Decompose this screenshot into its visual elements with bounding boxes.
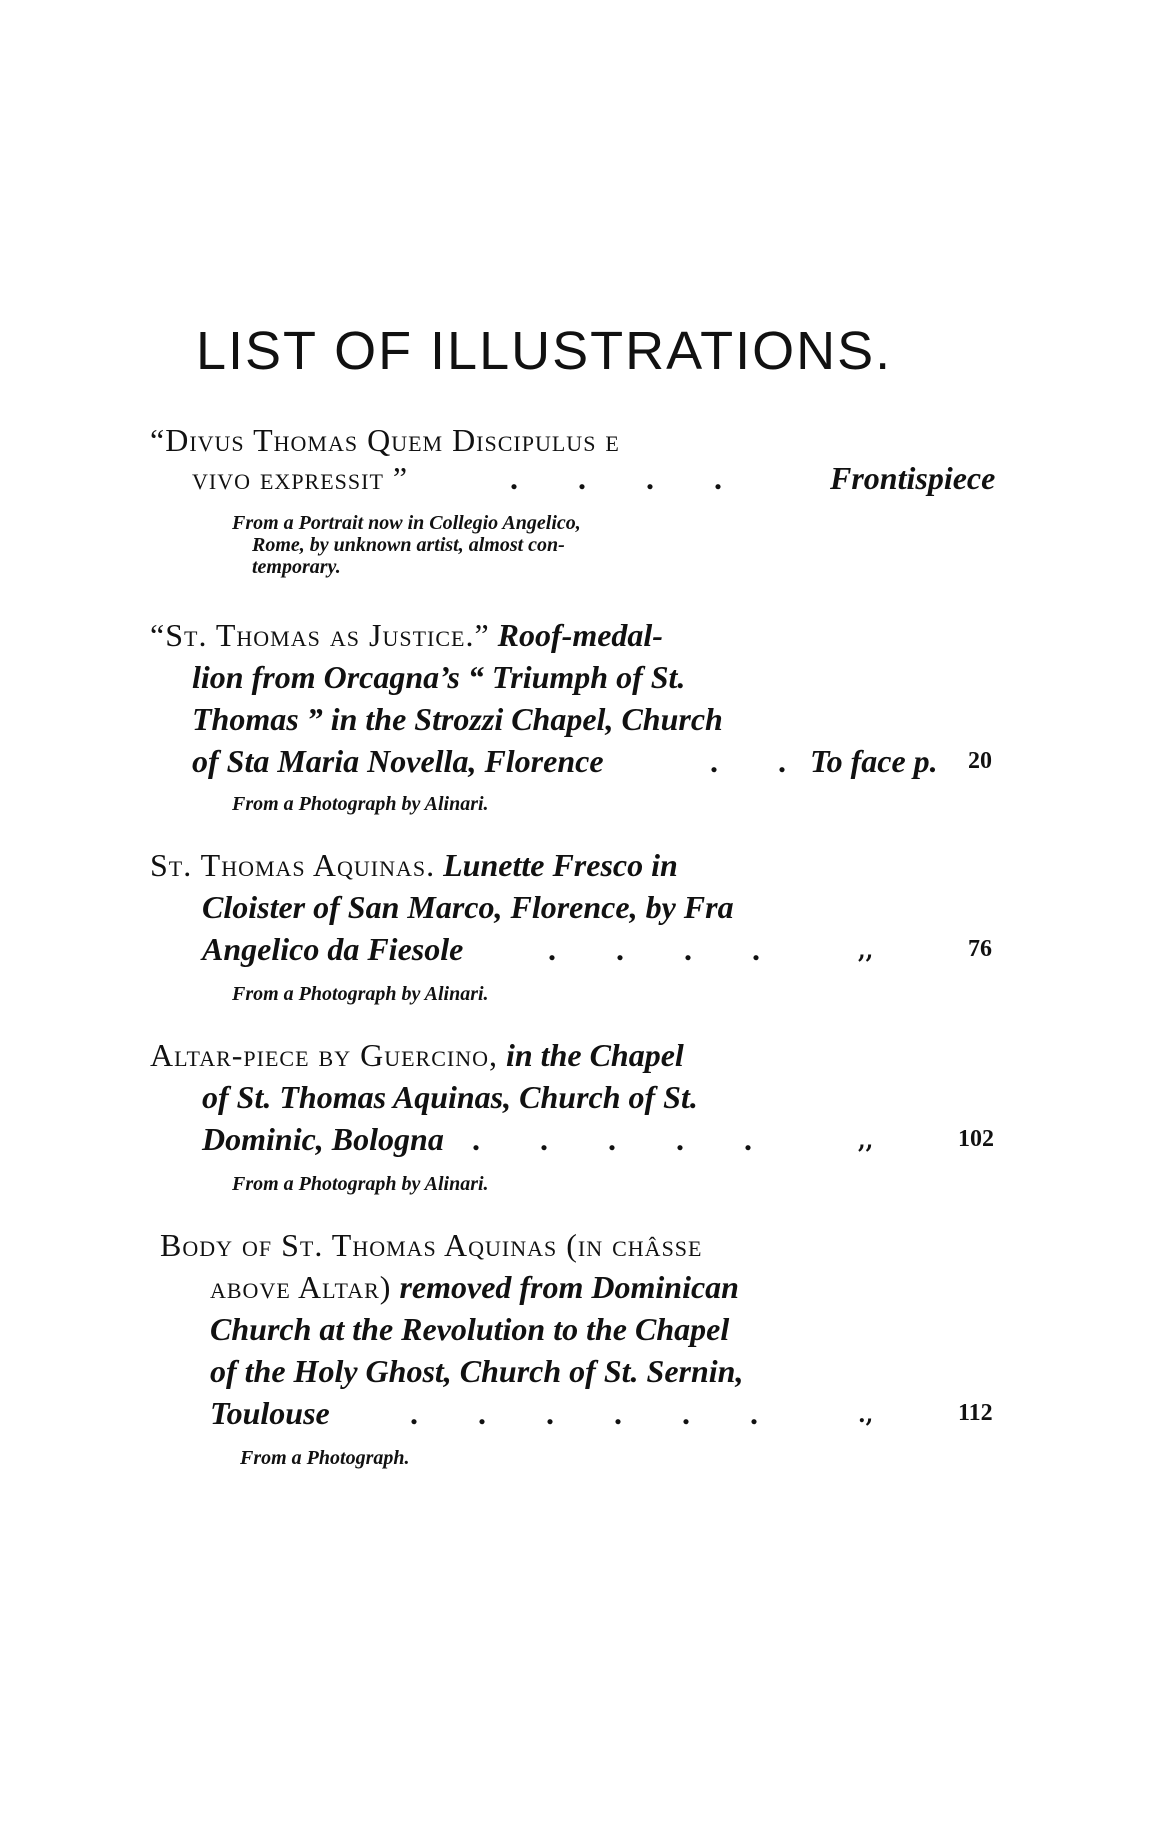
entry-title: above Altar) (210, 1269, 392, 1305)
entry-title: St. Thomas Aquinas. (150, 847, 436, 883)
entry-caption-line (150, 615, 663, 655)
plate-reference: To face p. (810, 743, 938, 779)
page-number: 112 (958, 1400, 993, 1426)
entry-description: Lunette Fresco in (443, 847, 678, 883)
ditto-mark: ., (858, 1402, 874, 1428)
entry-caption-line: of Sta Maria Novella, Florence (192, 743, 604, 779)
entry-description: Roof-medal- (497, 617, 663, 653)
entry-caption-line: Body of St. Thomas Aquinas (in châsse (160, 1227, 703, 1263)
page-number: 76 (968, 936, 992, 962)
ditto-mark: ,, (858, 938, 874, 964)
entry-caption-line: Dominic, Bologna (202, 1121, 444, 1157)
entry-title: Altar-piece by Guercino, (150, 1037, 498, 1073)
leader-dots: . . . . . (472, 1121, 778, 1157)
entry-caption-line: Angelico da Fiesole (202, 931, 464, 967)
entry-caption-line: Toulouse (210, 1395, 330, 1431)
entry-caption-line: Church at the Revolution to the Chapel (210, 1311, 730, 1347)
entry-description: removed from Dominican (399, 1269, 739, 1305)
entry-caption-line: Thomas ” in the Strozzi Chapel, Church (192, 701, 723, 737)
ditto-mark: ,, (858, 1128, 874, 1154)
entry-caption-line (150, 845, 678, 885)
entry-caption-line: vivo expressit ” (192, 460, 409, 496)
page-number: 102 (958, 1126, 994, 1152)
source-note: From a Photograph by Alinari. (232, 983, 489, 1005)
entry-caption-line: of the Holy Ghost, Church of St. Sernin, (210, 1353, 744, 1389)
leader-dots: . . (710, 743, 812, 779)
page-number: 20 (968, 748, 992, 774)
entry-caption-line: Cloister of San Marco, Florence, by Fra (202, 889, 734, 925)
source-note: From a Photograph. (240, 1447, 410, 1469)
entry-caption-line: of St. Thomas Aquinas, Church of St. (202, 1079, 698, 1115)
leader-dots: . . . . (548, 931, 786, 967)
entry-description: in the Chapel (505, 1037, 684, 1073)
entry-caption-line (150, 1035, 684, 1075)
source-note: temporary. (252, 556, 341, 578)
leader-dots: . . . . (510, 460, 748, 496)
page-title: LIST OF ILLUSTRATIONS. (196, 321, 893, 381)
entry-caption-line: “Divus Thomas Quem Discipulus e (150, 422, 620, 458)
source-note: From a Portrait now in Collegio Angelico, (232, 512, 581, 534)
entry-caption-line: lion from Orcagna’s “ Triumph of St. (192, 659, 686, 695)
leader-dots: . . . . . . (410, 1395, 784, 1431)
entry-caption-line (210, 1267, 739, 1307)
entry-title: “St. Thomas as Justice.” (150, 617, 490, 653)
source-note: From a Photograph by Alinari. (232, 793, 489, 815)
source-note: Rome, by unknown artist, almost con- (252, 534, 565, 556)
source-note: From a Photograph by Alinari. (232, 1173, 489, 1195)
plate-reference: Frontispiece (830, 460, 996, 496)
